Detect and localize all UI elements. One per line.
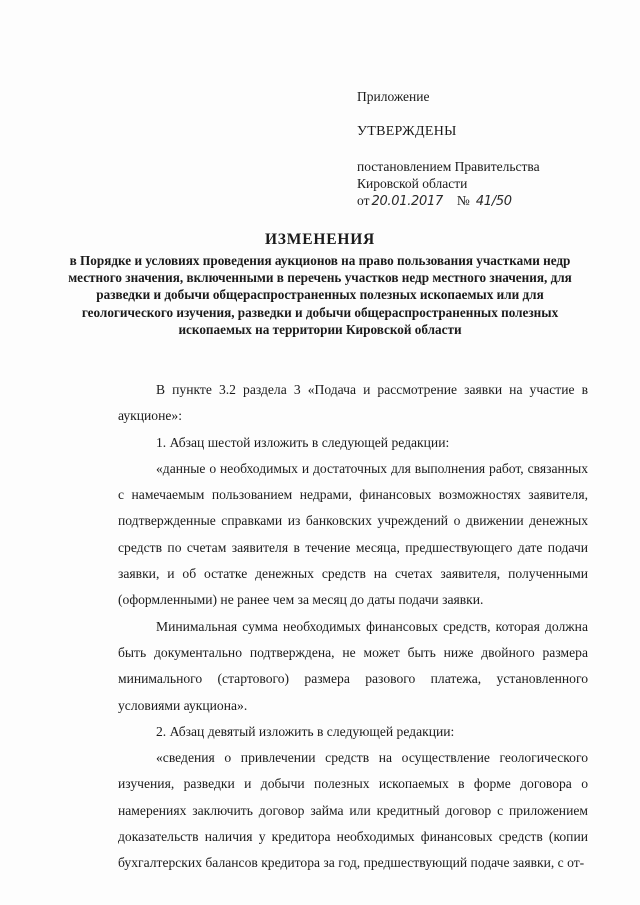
number-sign: №: [456, 193, 470, 208]
document-title: [60, 230, 580, 338]
region-line: Кировской области: [357, 176, 468, 191]
document-body: [118, 377, 588, 877]
date-number-line: [357, 192, 617, 210]
paragraph-intro: В пункте 3.2 раздела 3 «Подача и рассмотрение заявки на участие в аукционе»:: [118, 382, 588, 424]
title-main: ИЗМЕНЕНИЯ: [264, 231, 376, 248]
date-prefix: от: [357, 193, 370, 208]
handwritten-number: 41/50: [475, 194, 512, 209]
approved-label: УТВЕРЖДЕНЫ: [357, 124, 457, 139]
appendix-label: Приложение: [357, 89, 430, 104]
handwritten-date: 20.01.2017: [371, 194, 443, 209]
paragraph-item-2: 2. Абзац девятый изложить в следующей редакции:: [156, 723, 455, 739]
title-subtitle: в Порядке и условиях проведения аукционов на право пользования участками недр местного значения, включенными в перечень участков недр местного значения, для разведки и добычи общераспространенных полезных ископаемых или для геологического изучения, разведки и добычи общераспространенных полезных ископаемых на территории Кировской области: [68, 253, 572, 337]
paragraph-item-1: 1. Абзац шестой изложить в следующей редакции:: [156, 434, 450, 450]
paragraph-min-sum: Минимальная сумма необходимых финансовых средств, которая должна быть документально подтверждена, не может быть ниже двойного размера минимального (стартового) размера разового платежа, установленного условиями аукциона».: [118, 618, 588, 713]
approval-block: [357, 88, 617, 210]
paragraph-quote-2: «сведения о привлечении средств на осуществление геологического изучения, разведки и добычи полезных ископаемых в форме договора о намерениях заключить договор займа или кредитный договор с приложением доказательств наличия у кредитора необходимых финансовых средств (копии бухгалтерских балансов кредитора за год, предшествующий подаче заявки, с от-: [118, 750, 588, 871]
paragraph-quote-1: «данные о необходимых и достаточных для выполнения работ, связанных с намечаемым пользованием недрами, финансовых возможностях заявителя, подтвержденные справками из банковских учреждений о движении денежных средств по счетам заявителя в течение месяца, предшествующего дате подачи заявки, и об остатке денежных средств на счетах заявителя, полученными (оформленными) не ранее чем за месяц до даты подачи заявки.: [118, 460, 588, 608]
decree-line: постановлением Правительства: [357, 159, 540, 174]
